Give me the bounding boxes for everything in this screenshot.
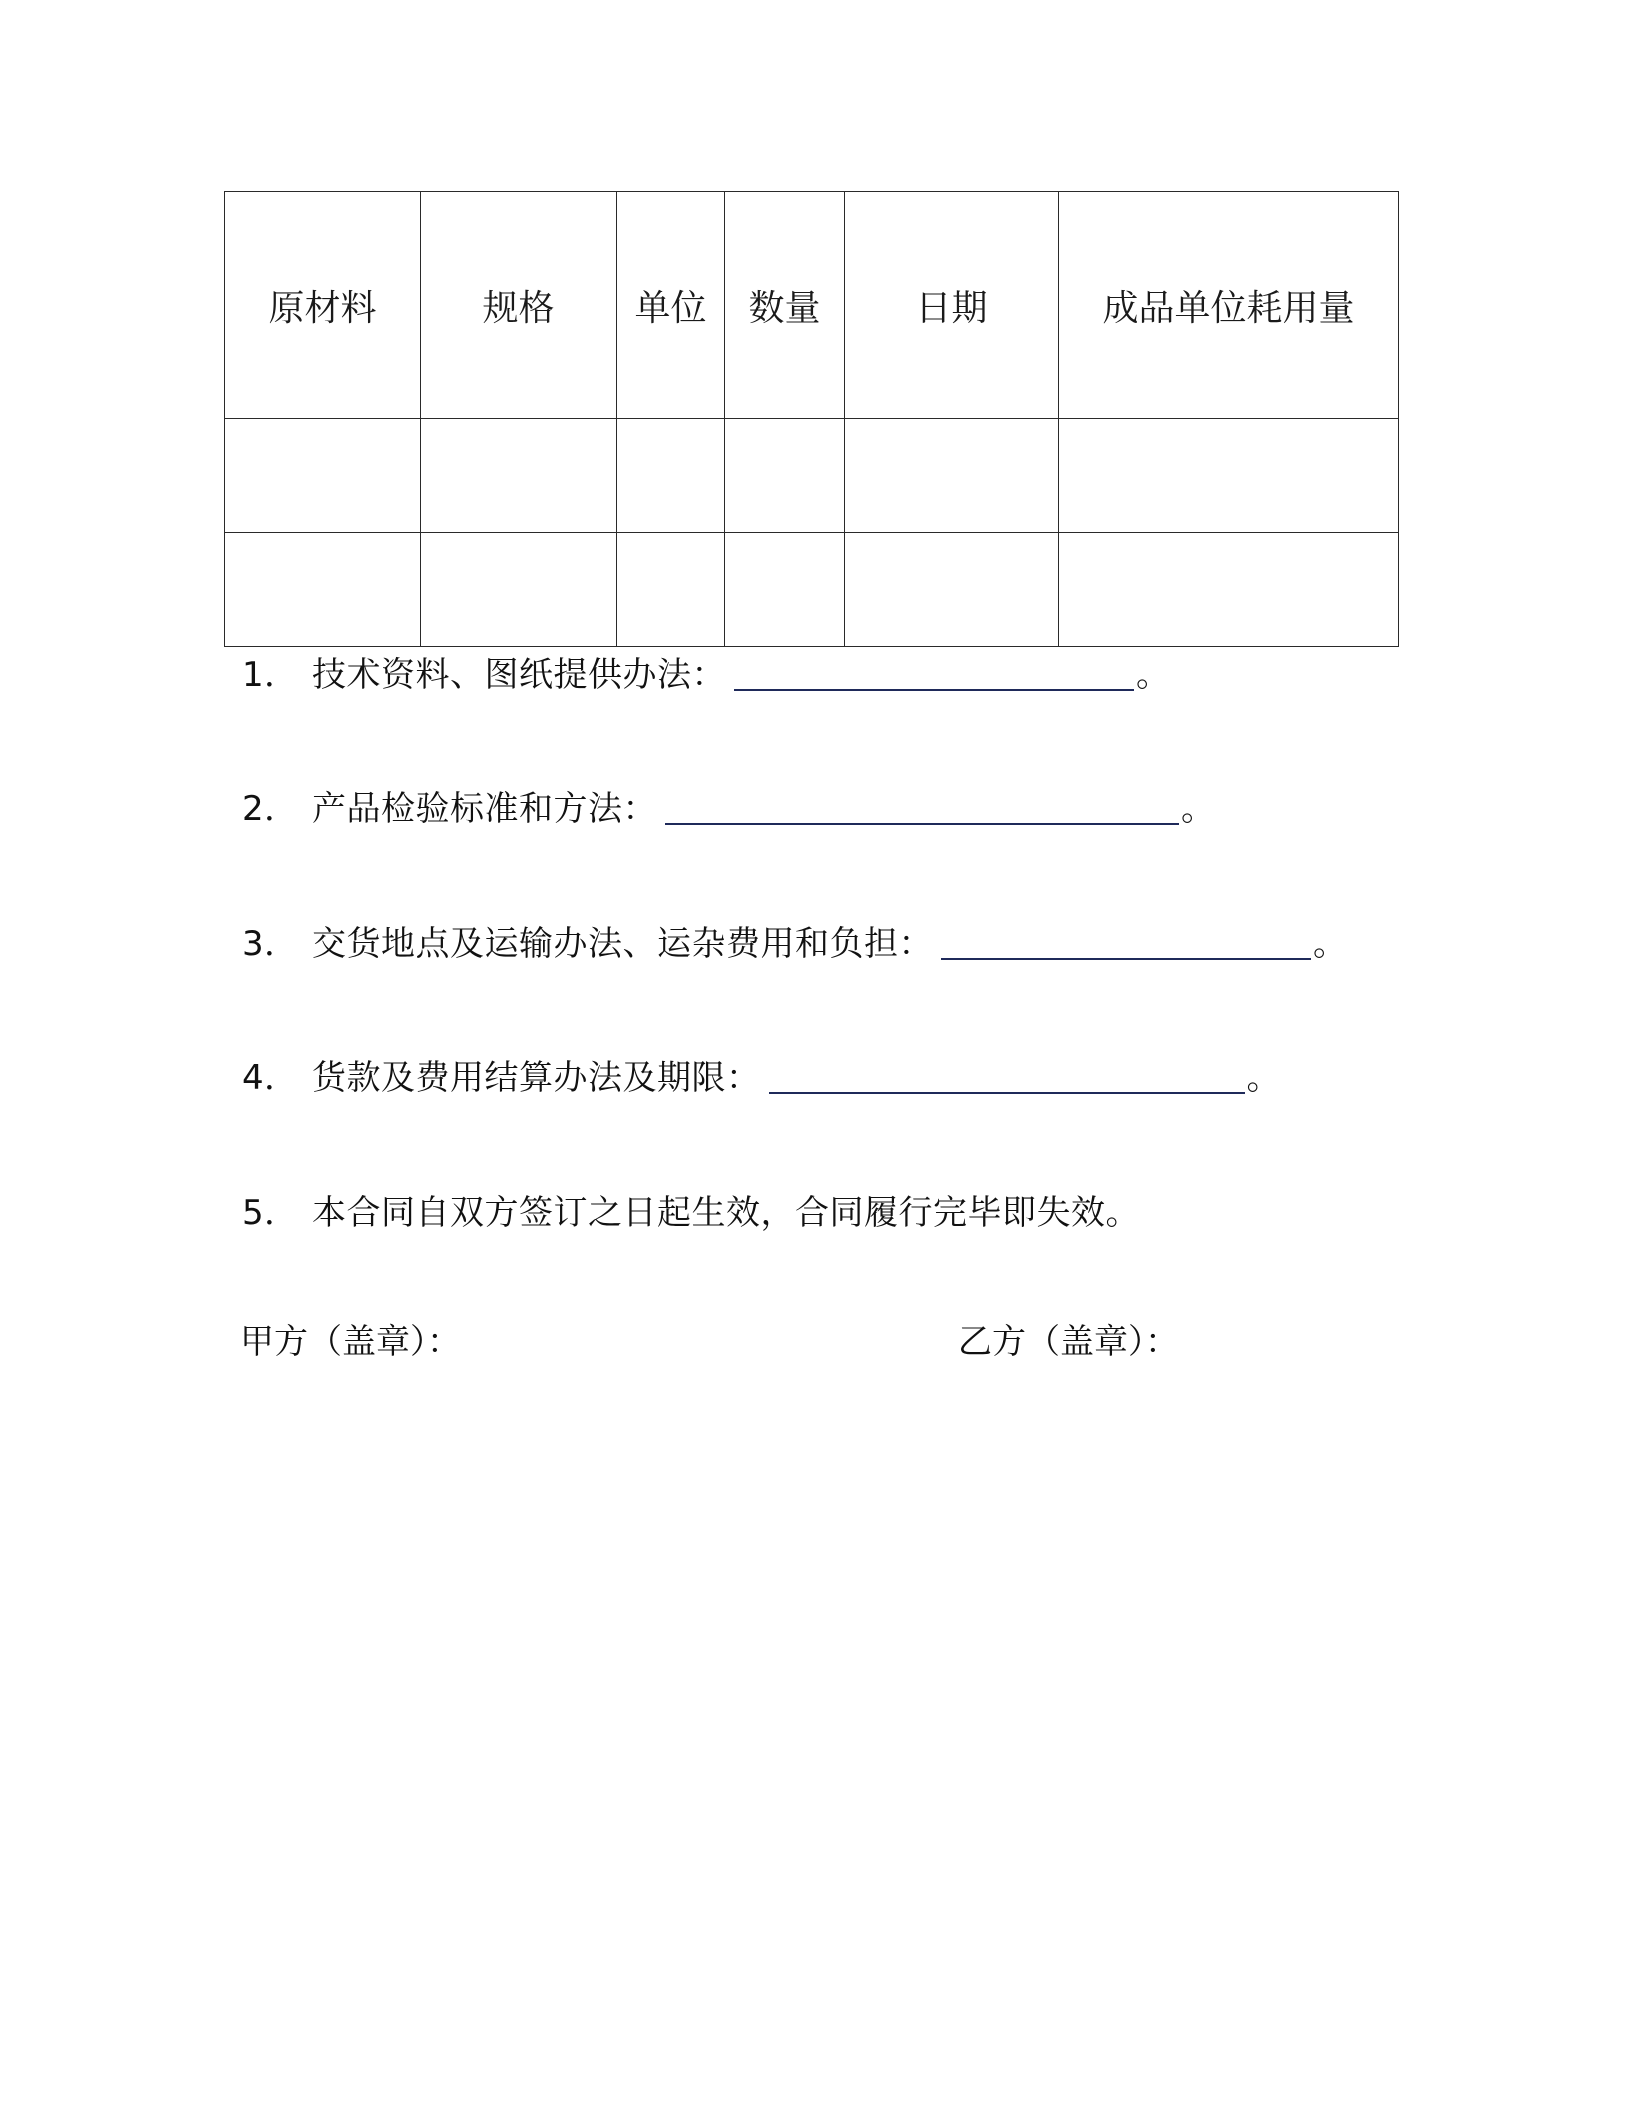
header-consumption-per-unit: 成品单位耗用量: [1059, 192, 1399, 419]
table-header-row: [225, 192, 1399, 419]
fill-in-blank[interactable]: [941, 928, 1311, 960]
table-cell[interactable]: [845, 533, 1059, 647]
clause-number: 1．: [242, 655, 299, 695]
clause-number: 5．: [242, 1193, 299, 1233]
clause-end: 。: [1136, 655, 1171, 695]
clause-text: 交货地点及运输办法、运杂费用和负担：: [312, 924, 933, 964]
clause-number: 3．: [242, 924, 299, 964]
table-cell[interactable]: [617, 533, 725, 647]
table-cell[interactable]: [225, 533, 421, 647]
clause-text: 本合同自双方签订之日起生效，合同履行完毕即失效。: [312, 1193, 1140, 1233]
table-cell[interactable]: [1059, 533, 1399, 647]
header-quantity: 数量: [725, 192, 845, 419]
fill-in-blank[interactable]: [665, 793, 1179, 825]
table-row: [225, 533, 1399, 647]
clause-inspection-standard: [242, 789, 1216, 829]
table-cell[interactable]: [225, 419, 421, 533]
table-cell[interactable]: [725, 419, 845, 533]
clause-end: 。: [1181, 789, 1216, 829]
header-raw-material: 原材料: [225, 192, 421, 419]
fill-in-blank[interactable]: [734, 659, 1134, 691]
party-a-seal: 甲方（盖章）：: [240, 1322, 461, 1362]
clause-number: 2．: [242, 789, 299, 829]
table-cell[interactable]: [617, 419, 725, 533]
clause-technical-docs: [242, 655, 1171, 695]
table-cell[interactable]: [421, 533, 617, 647]
table-row: [225, 419, 1399, 533]
clause-effective: [242, 1193, 1140, 1233]
header-specification: 规格: [421, 192, 617, 419]
fill-in-blank[interactable]: [769, 1062, 1245, 1094]
clause-delivery: [242, 924, 1348, 964]
clause-end: 。: [1246, 1058, 1281, 1098]
clause-text: 产品检验标准和方法：: [312, 789, 657, 829]
header-unit: 单位: [617, 192, 725, 419]
clause-text: 货款及费用结算办法及期限：: [312, 1058, 761, 1098]
clause-number: 4．: [242, 1058, 299, 1098]
party-b-seal: 乙方（盖章）：: [958, 1322, 1179, 1362]
table-cell[interactable]: [421, 419, 617, 533]
table-cell[interactable]: [845, 419, 1059, 533]
table-cell[interactable]: [725, 533, 845, 647]
clause-settlement: [242, 1058, 1281, 1098]
header-date: 日期: [845, 192, 1059, 419]
clause-end: 。: [1313, 924, 1348, 964]
table-cell[interactable]: [1059, 419, 1399, 533]
clause-text: 技术资料、图纸提供办法：: [312, 655, 726, 695]
materials-table: [224, 191, 1399, 647]
